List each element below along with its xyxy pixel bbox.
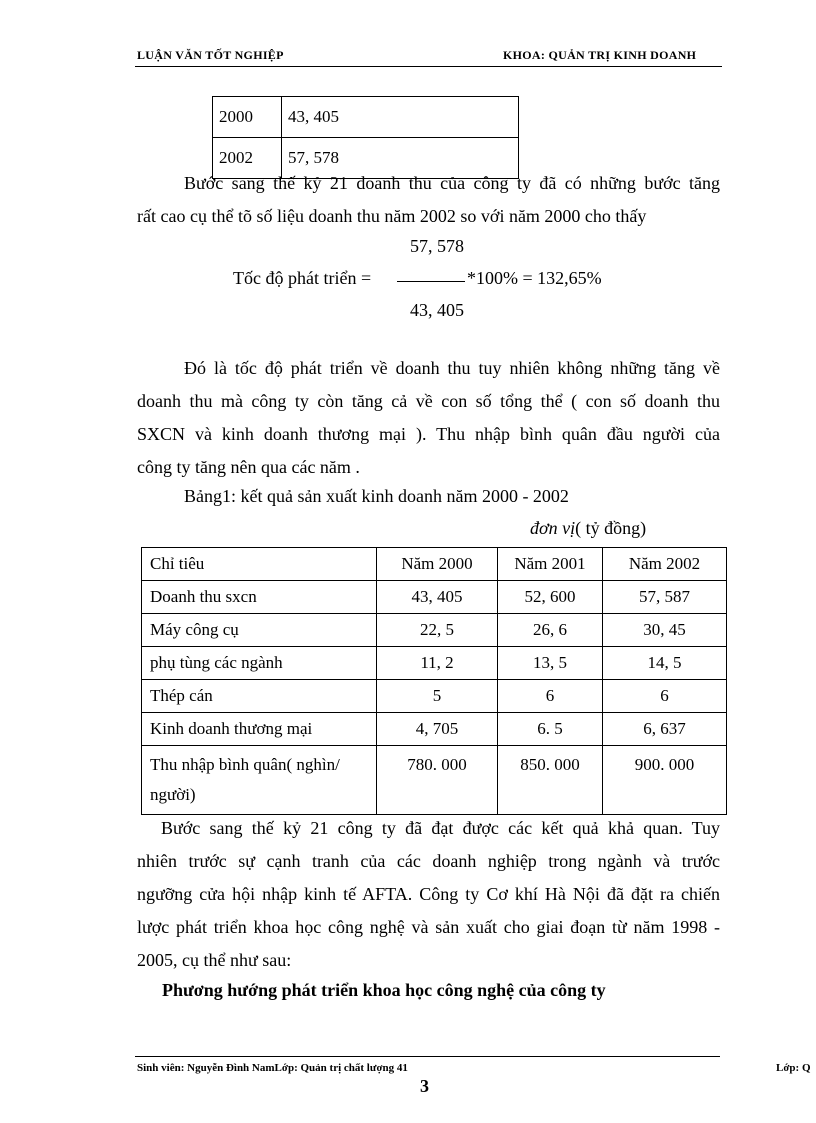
table-cell: phụ tùng các ngành bbox=[142, 647, 377, 680]
paragraph-line: SXCN và kinh doanh thương mại ). Thu nhập bình quân đầu người của bbox=[137, 424, 720, 444]
table-header-cell: Năm 2001 bbox=[498, 548, 603, 581]
footer-rule bbox=[135, 1056, 720, 1057]
table-cell: 6 bbox=[603, 680, 727, 713]
paragraph-line: nhiên trước sự cạnh tranh của các doanh nghiệp trong ngành và trước bbox=[137, 851, 720, 871]
table-cell: Thép cán bbox=[142, 680, 377, 713]
paragraph-line: ngưỡng cửa hội nhập kinh tế AFTA. Công ty Cơ khí Hà Nội đã đặt ra chiến bbox=[137, 884, 720, 904]
formula-numerator: 57, 578 bbox=[410, 236, 464, 256]
table-cell: 57, 587 bbox=[603, 581, 727, 614]
table-header-row bbox=[142, 548, 727, 581]
paragraph-line: Đó là tốc độ phát triển về doanh thu tuy nhiên không những tăng về bbox=[184, 358, 720, 378]
table-row bbox=[142, 680, 727, 713]
table-header-cell: Chỉ tiêu bbox=[142, 548, 377, 581]
table-cell: 13, 5 bbox=[498, 647, 603, 680]
header-left: LUẬN VĂN TỐT NGHIỆP bbox=[137, 48, 284, 62]
table-row bbox=[142, 746, 727, 815]
table-cell: 22, 5 bbox=[377, 614, 498, 647]
table-cell: 43, 405 bbox=[377, 581, 498, 614]
table-cell: Máy công cụ bbox=[142, 614, 377, 647]
page-number: 3 bbox=[420, 1076, 429, 1096]
header-right: KHOA: QUẢN TRỊ KINH DOANH bbox=[503, 48, 697, 62]
table-cell: 26, 6 bbox=[498, 614, 603, 647]
paragraph-line: doanh thu mà công ty còn tăng cả về con số tổng thể ( con số doanh thu bbox=[137, 391, 720, 411]
fraction-bar bbox=[397, 281, 465, 282]
table-cell: 5 bbox=[377, 680, 498, 713]
header-rule bbox=[135, 66, 722, 67]
table-row bbox=[213, 97, 519, 138]
table-cell: 6. 5 bbox=[498, 713, 603, 746]
formula-denominator: 43, 405 bbox=[410, 300, 464, 320]
table-row bbox=[142, 614, 727, 647]
table-cell: 2000 bbox=[213, 97, 282, 138]
paragraph-1 bbox=[137, 167, 720, 233]
table-cell: 11, 2 bbox=[377, 647, 498, 680]
paragraph-line: 2005, cụ thể như sau: bbox=[137, 950, 292, 970]
paragraph-line: Bước sang thế kỷ 21 công ty đã đạt được các kết quả khả quan. Tuy bbox=[161, 818, 720, 838]
formula-label: Tốc độ phát triển = bbox=[233, 268, 372, 288]
paragraph-line: rất cao cụ thể tõ số liệu doanh thu năm 2002 so với năm 2000 cho thấy bbox=[137, 206, 647, 226]
table-row bbox=[142, 713, 727, 746]
paragraph-line: công ty tăng nên qua các năm . bbox=[137, 457, 360, 477]
table-header-cell: Năm 2000 bbox=[377, 548, 498, 581]
table-caption: Bảng1: kết quả sản xuất kinh doanh năm 2000 - 2002 bbox=[184, 486, 569, 506]
footer-right: Lớp: Q bbox=[776, 1062, 811, 1074]
paragraph-3 bbox=[137, 812, 720, 977]
table-cell: 850. 000 bbox=[498, 746, 603, 815]
cell-line: Thu nhập bình quân( nghìn/ bbox=[150, 755, 340, 774]
table-cell: 6 bbox=[498, 680, 603, 713]
paragraph-line: lược phát triển khoa học công nghệ và sản xuất cho giai đoạn từ năm 1998 - bbox=[137, 917, 720, 937]
table-cell: 900. 000 bbox=[603, 746, 727, 815]
table-cell: Doanh thu sxcn bbox=[142, 581, 377, 614]
unit-rest: ( tỷ đồng) bbox=[575, 518, 647, 538]
table-cell: 6, 637 bbox=[603, 713, 727, 746]
unit-label bbox=[530, 518, 646, 539]
results-table bbox=[141, 547, 727, 815]
unit-italic: đơn vị bbox=[530, 518, 576, 538]
table-cell: 30, 45 bbox=[603, 614, 727, 647]
table-row bbox=[142, 647, 727, 680]
table-cell: Kinh doanh thương mại bbox=[142, 713, 377, 746]
table-cell: 57, 578 bbox=[282, 138, 519, 179]
table-cell: 2002 bbox=[213, 138, 282, 179]
table-cell: 4, 705 bbox=[377, 713, 498, 746]
formula-result: *100% = 132,65% bbox=[467, 268, 602, 288]
footer-left: Sinh viên: Nguyễn Đình NamLớp: Quản trị chất lượng 41 bbox=[137, 1062, 408, 1074]
table-cell: 14, 5 bbox=[603, 647, 727, 680]
table-cell: 780. 000 bbox=[377, 746, 498, 815]
table-row bbox=[142, 581, 727, 614]
table-cell bbox=[142, 746, 377, 815]
table-cell: 52, 600 bbox=[498, 581, 603, 614]
table-header-cell: Năm 2002 bbox=[603, 548, 727, 581]
paragraph-2 bbox=[137, 352, 720, 484]
cell-line: người) bbox=[150, 785, 196, 804]
section-heading: Phương hướng phát triển khoa học công nghệ của công ty bbox=[162, 980, 606, 1000]
paragraph-line: Bước sang thế kỷ 21 doanh thu của công ty đã có những bước tăng bbox=[184, 173, 720, 193]
table-cell: 43, 405 bbox=[282, 97, 519, 138]
